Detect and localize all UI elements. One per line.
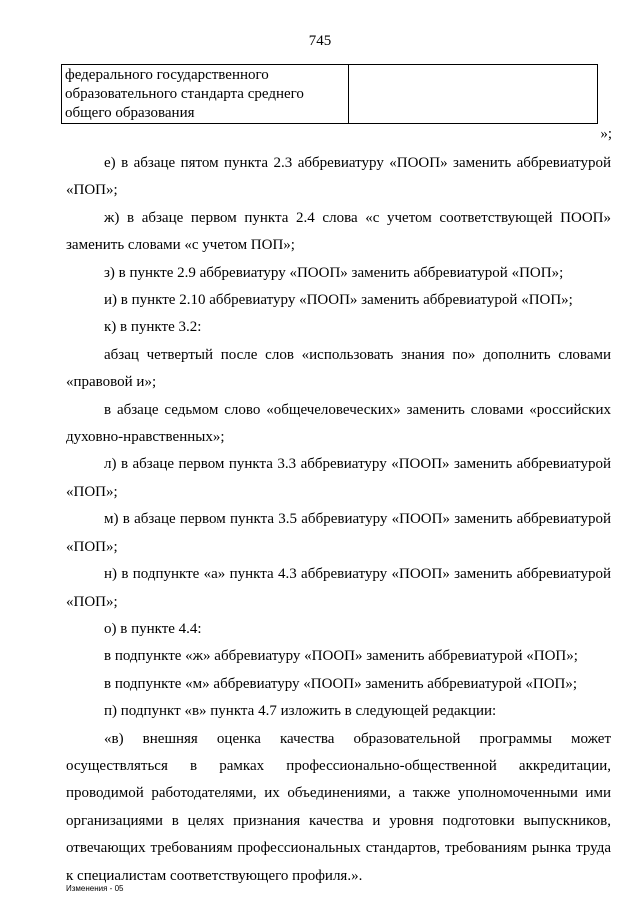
paragraph-o-1: в подпункте «ж» аббревиатуру «ПООП» заменить аббревиатурой «ПОП»; <box>104 648 578 665</box>
footer-revision: Изменения - 05 <box>66 884 124 893</box>
paragraph-o: о) в пункте 4.4: <box>104 620 202 637</box>
paragraph-z: з) в пункте 2.9 аббревиатуру «ПООП» заменить аббревиатурой «ПОП»; <box>104 264 564 281</box>
paragraph-zh: ж) в абзаце первом пункта 2.4 слова «с учетом соответствующей ПООП» заменить словами «с учетом ПОП»; <box>66 209 611 254</box>
paragraph-k-2: в абзаце седьмом слово «общечеловеческих» заменить словами «российских духовно-нравственных»; <box>66 401 611 446</box>
standard-table <box>61 64 598 124</box>
paragraph-m: м) в абзаце первом пункта 3.5 аббревиатуру «ПООП» заменить аббревиатурой «ПОП»; <box>66 511 611 555</box>
paragraph-o-2: в подпункте «м» аббревиатуру «ПООП» заменить аббревиатурой «ПОП»; <box>104 675 578 692</box>
paragraph-n: н) в подпункте «а» пункта 4.3 аббревиатуру «ПООП» заменить аббревиатурой «ПОП»; <box>66 566 611 610</box>
page-number: 745 <box>308 33 332 49</box>
table-cell-right <box>349 65 598 124</box>
paragraph-e: е) в абзаце пятом пункта 2.3 аббревиатуру «ПООП» заменить аббревиатурой «ПОП»; <box>66 155 611 199</box>
paragraph-i: и) в пункте 2.10 аббревиатуру «ПООП» заменить аббревиатурой «ПОП»; <box>104 292 573 309</box>
table-row <box>62 65 598 124</box>
table-cell-left: федерального государственного образовательного стандарта среднего общего образования <box>62 65 349 124</box>
paragraph-p: п) подпункт «в» пункта 4.7 изложить в следующей редакции: <box>104 703 497 720</box>
closing-quote: »; <box>600 126 612 142</box>
paragraph-l: л) в абзаце первом пункта 3.3 аббревиатуру «ПООП» заменить аббревиатурой «ПОП»; <box>66 456 611 500</box>
paragraph-p-quote: «в) внешняя оценка качества образовательной программы может осуществляться в рамках профессионально-общественной аккредитации, проводимой работодателями, их объединениями, а также уполномоченными ими организациями в целях признания качества и уровня подготовки выпускников, отвечающих требованиям профессиональных стандартов, требованиям рынка труда к специалистам соответствующего профиля.». <box>66 730 611 884</box>
document-body <box>66 150 611 890</box>
paragraph-k-1: абзац четвертый после слов «использовать знания по» дополнить словами «правовой и»; <box>66 346 611 391</box>
paragraph-k: к) в пункте 3.2: <box>104 319 202 336</box>
